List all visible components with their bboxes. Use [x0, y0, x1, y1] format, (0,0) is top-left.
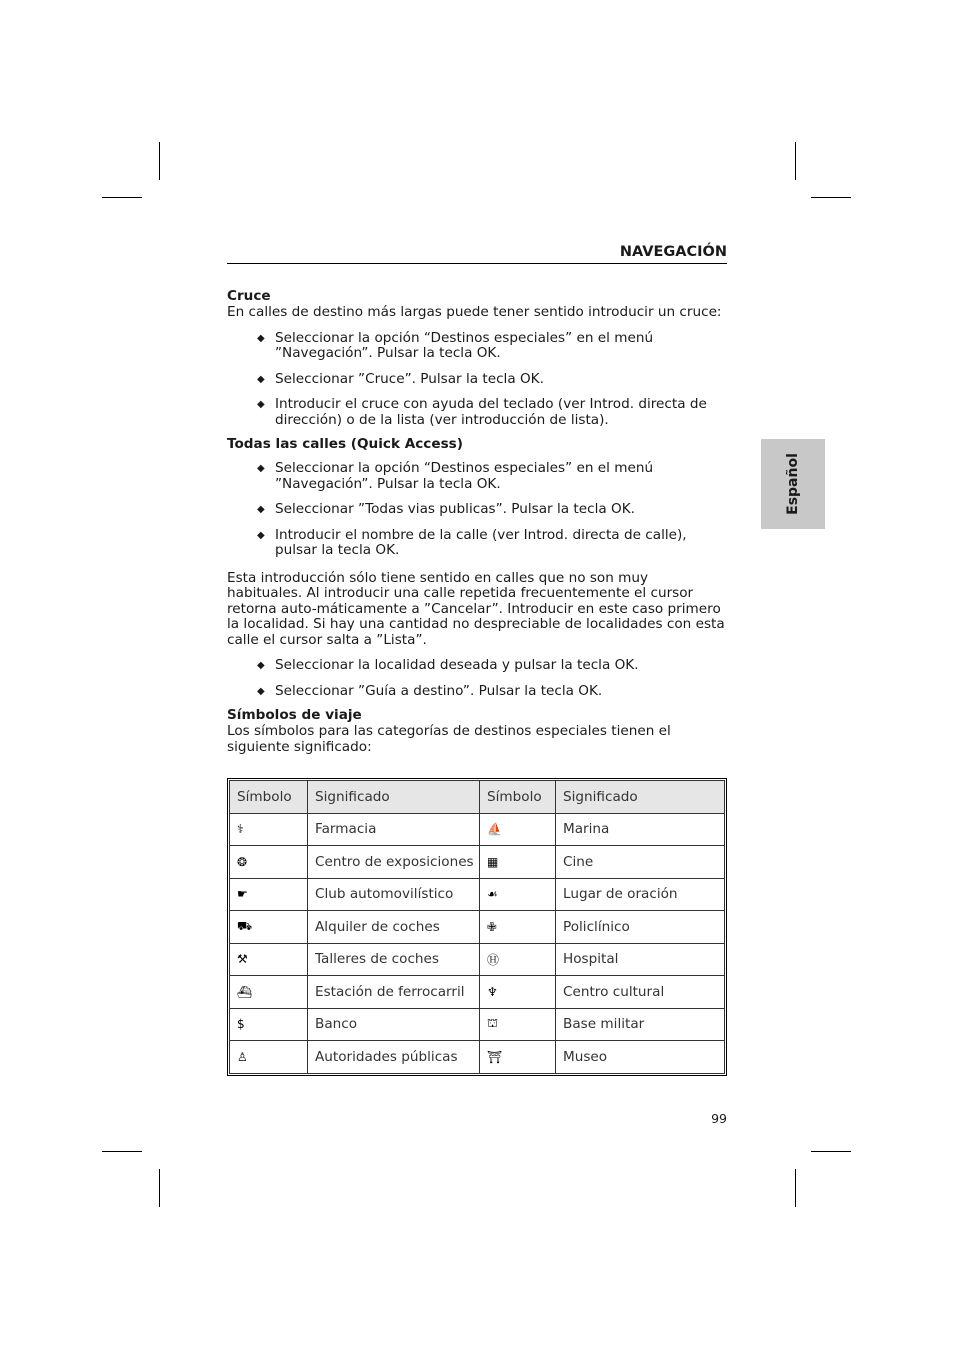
- diamond-bullet-icon: ◆: [257, 463, 265, 474]
- exhibition-center-icon: ❂: [230, 846, 308, 879]
- list-item: ◆ Introducir el cruce con ayuda del teclado (ver Introd. directa de dirección) o de la lista (ver introducción de lista).: [257, 396, 707, 428]
- diamond-bullet-icon: ◆: [257, 685, 265, 697]
- table-row: [230, 878, 725, 911]
- symbol-meaning: Farmacia: [308, 813, 480, 846]
- diamond-bullet-icon: ◆: [257, 399, 265, 410]
- cruce-heading: Cruce: [227, 288, 271, 304]
- crop-mark: [102, 1151, 142, 1152]
- symbol-meaning: Alquiler de coches: [308, 911, 480, 944]
- table-row: [230, 846, 725, 879]
- calles-steps-2: [227, 658, 727, 699]
- page-content: [227, 288, 727, 755]
- list-item: ◆ Seleccionar ”Todas vias publicas”. Pulsar la tecla OK.: [257, 501, 635, 517]
- table-row: [230, 911, 725, 944]
- page-number: 99: [711, 1111, 727, 1126]
- calles-heading: Todas las calles (Quick Access): [227, 436, 463, 452]
- symbol-meaning: Talleres de coches: [308, 943, 480, 976]
- symbol-meaning: Banco: [308, 1008, 480, 1041]
- place-of-worship-icon: ☙: [480, 878, 556, 911]
- symbol-meaning: Estación de ferrocarril: [308, 976, 480, 1009]
- table-header-row: [230, 781, 725, 814]
- railway-station-icon: ⛴: [230, 976, 308, 1009]
- symbol-meaning: Hospital: [556, 943, 725, 976]
- symbol-meaning: Museo: [556, 1041, 725, 1074]
- diamond-bullet-icon: ◆: [257, 504, 265, 515]
- section-title: NAVEGACIÓN: [619, 244, 727, 260]
- crop-mark: [795, 1169, 796, 1207]
- table-row: [230, 1008, 725, 1041]
- simbolos-intro: Los símbolos para las categorías de destinos especiales tienen el siguiente significado:: [227, 723, 671, 755]
- pharmacy-icon: ⚕: [230, 813, 308, 846]
- automobile-club-icon: ☛: [230, 878, 308, 911]
- list-item: ◆ Seleccionar ”Guía a destino”. Pulsar la tecla OK.: [257, 682, 603, 699]
- crop-mark: [159, 1169, 160, 1207]
- header-rule: [227, 263, 727, 264]
- list-item: ◆ Seleccionar la opción “Destinos especiales” en el menú ”Navegación”. Pulsar la tecla OK.: [257, 460, 654, 492]
- crop-mark: [159, 142, 160, 180]
- museum-icon: ⛩: [480, 1041, 556, 1074]
- calles-steps: [227, 461, 727, 559]
- cinema-icon: ▦: [480, 846, 556, 879]
- symbol-table: [227, 778, 727, 1076]
- simbolos-heading: Símbolos de viaje: [227, 707, 362, 723]
- crop-mark: [811, 197, 851, 198]
- cruce-steps: [227, 331, 727, 429]
- hospital-icon: Ⓗ: [480, 943, 556, 976]
- diamond-bullet-icon: ◆: [257, 373, 265, 385]
- crop-mark: [795, 142, 796, 180]
- symbol-meaning: Centro cultural: [556, 976, 725, 1009]
- table-row: [230, 943, 725, 976]
- car-rental-icon: ⛟: [230, 911, 308, 944]
- table-row: [230, 1041, 725, 1074]
- symbol-meaning: Policlínico: [556, 911, 725, 944]
- calles-note: Esta introducción sólo tiene sentido en calles que no son muy habituales. Al introducir una calle repetida frecuentemente el cursor retorna auto-máticamente a ”Cancelar”. Introducir en este caso primero la localidad. Si hay una cantidad no despreciable de localidades con esta calle el cursor salta a ”Lista”.: [227, 569, 725, 648]
- car-workshop-icon: ⚒: [230, 943, 308, 976]
- symbol-meaning: Autoridades públicas: [308, 1041, 480, 1074]
- cruce-intro: En calles de destino más largas puede tener sentido introducir un cruce:: [227, 304, 722, 320]
- list-item: ◆ Seleccionar la localidad deseada y pulsar la tecla OK.: [257, 657, 639, 673]
- crop-mark: [102, 197, 142, 198]
- symbol-meaning: Base militar: [556, 1008, 725, 1041]
- table-row: [230, 976, 725, 1009]
- language-tab: [761, 439, 825, 529]
- column-header: Símbolo: [480, 781, 556, 814]
- column-header: Significado: [308, 781, 480, 814]
- symbol-meaning: Club automovilístico: [308, 878, 480, 911]
- diamond-bullet-icon: ◆: [257, 529, 265, 541]
- list-item: ◆ Seleccionar la opción “Destinos especiales” en el menú ”Navegación”. Pulsar la tecla OK.: [257, 329, 654, 361]
- symbol-meaning: Cine: [556, 846, 725, 879]
- diamond-bullet-icon: ◆: [257, 332, 265, 344]
- list-item: ◆ Introducir el nombre de la calle (ver Introd. directa de calle), pulsar la tecla OK.: [257, 526, 687, 558]
- column-header: Significado: [556, 781, 725, 814]
- bank-icon: $: [230, 1008, 308, 1041]
- list-item: ◆ Seleccionar ”Cruce”. Pulsar la tecla OK.: [257, 370, 544, 387]
- polyclinic-icon: ✙: [480, 911, 556, 944]
- symbol-meaning: Lugar de oración: [556, 878, 725, 911]
- military-base-icon: ⛫: [480, 1008, 556, 1041]
- marina-icon: ⛵: [480, 813, 556, 846]
- language-tab-label: Español: [785, 453, 801, 515]
- diamond-bullet-icon: ◆: [257, 660, 265, 671]
- symbol-meaning: Marina: [556, 813, 725, 846]
- symbol-meaning: Centro de exposiciones: [308, 846, 480, 879]
- cultural-center-icon: ♆: [480, 976, 556, 1009]
- column-header: Símbolo: [230, 781, 308, 814]
- public-authorities-icon: ♙: [230, 1041, 308, 1074]
- crop-mark: [811, 1151, 851, 1152]
- table-row: [230, 813, 725, 846]
